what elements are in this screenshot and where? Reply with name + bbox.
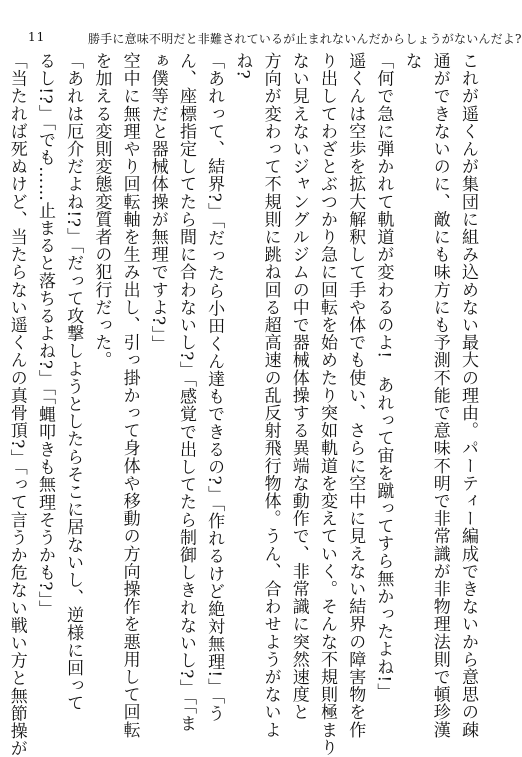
text-line: ね? xyxy=(232,52,253,80)
text-line: 方向が変わって不規則に跳ね回る超高速の乱反射飛行物体。うん、合わせようがないよ xyxy=(260,52,281,739)
text-line: ぁ僕等だと器械体操が無理ですよ?」」 xyxy=(147,52,168,353)
text-line: な xyxy=(401,52,422,70)
text-line: るし!?」「でも……止まると落ちるよね?」「「蝿叩きも無理そうかも?」」 xyxy=(34,52,55,618)
text-line: 「あれって、結界?」「だったら小田くん達もできるの?」「作れるけど絶対無理!」「う xyxy=(204,52,225,723)
page-number: 11 xyxy=(28,30,46,44)
text-line: ん、座標指定してたら間に合わないし?」「感覚で出してたら制御しきれないし?」「「ま xyxy=(175,52,196,733)
running-title: 勝手に意味不明だと非難されているが止まれないんだからしょうがないんだよ? xyxy=(88,32,522,46)
text-line: これが遥くんが集団に組み込めない最大の理由。パーティー編成できないから意思の疎 xyxy=(458,52,478,739)
body-text xyxy=(6,52,482,757)
text-line: 空中に無理やり回転軸を生み出し、引っ掛かって身体や移動の方向操作を悪用して回転 xyxy=(119,52,140,739)
text-line: を加える変則変態変質者の犯行だった。 xyxy=(91,52,112,369)
text-line: 「当たれば死ぬけど、当たらない遥くんの真骨頂?」「って言うか危ない戦い方と無節操が xyxy=(6,52,27,757)
text-line: 「何で急に弾かれて軌道が変わるのよ! あれって宙を蹴ってすら無かったよね!」 xyxy=(373,52,394,701)
text-line: り出してわざとぶつかり急に回転を始めたり突如軌道を変えていく。そんな不規則極まり xyxy=(316,52,337,756)
text-line: 通ができないのに、敵にも味方にも予測不能で意味不明で非常識が非物理法則で頓珍漢 xyxy=(429,52,450,739)
text-line: ない見えないジャングルジムの中で器械体操する異端な動作で、非常識に突然速度と xyxy=(288,52,309,721)
text-line: 遥くんは空歩を拡大解釈して手や体でも使い、さらに空中に見えない結界の障害物を作 xyxy=(345,52,366,739)
text-line: 「あれは厄介だよね!?」「だって攻撃しようとしたらそこに居ないし、逆様に回って xyxy=(63,52,84,712)
